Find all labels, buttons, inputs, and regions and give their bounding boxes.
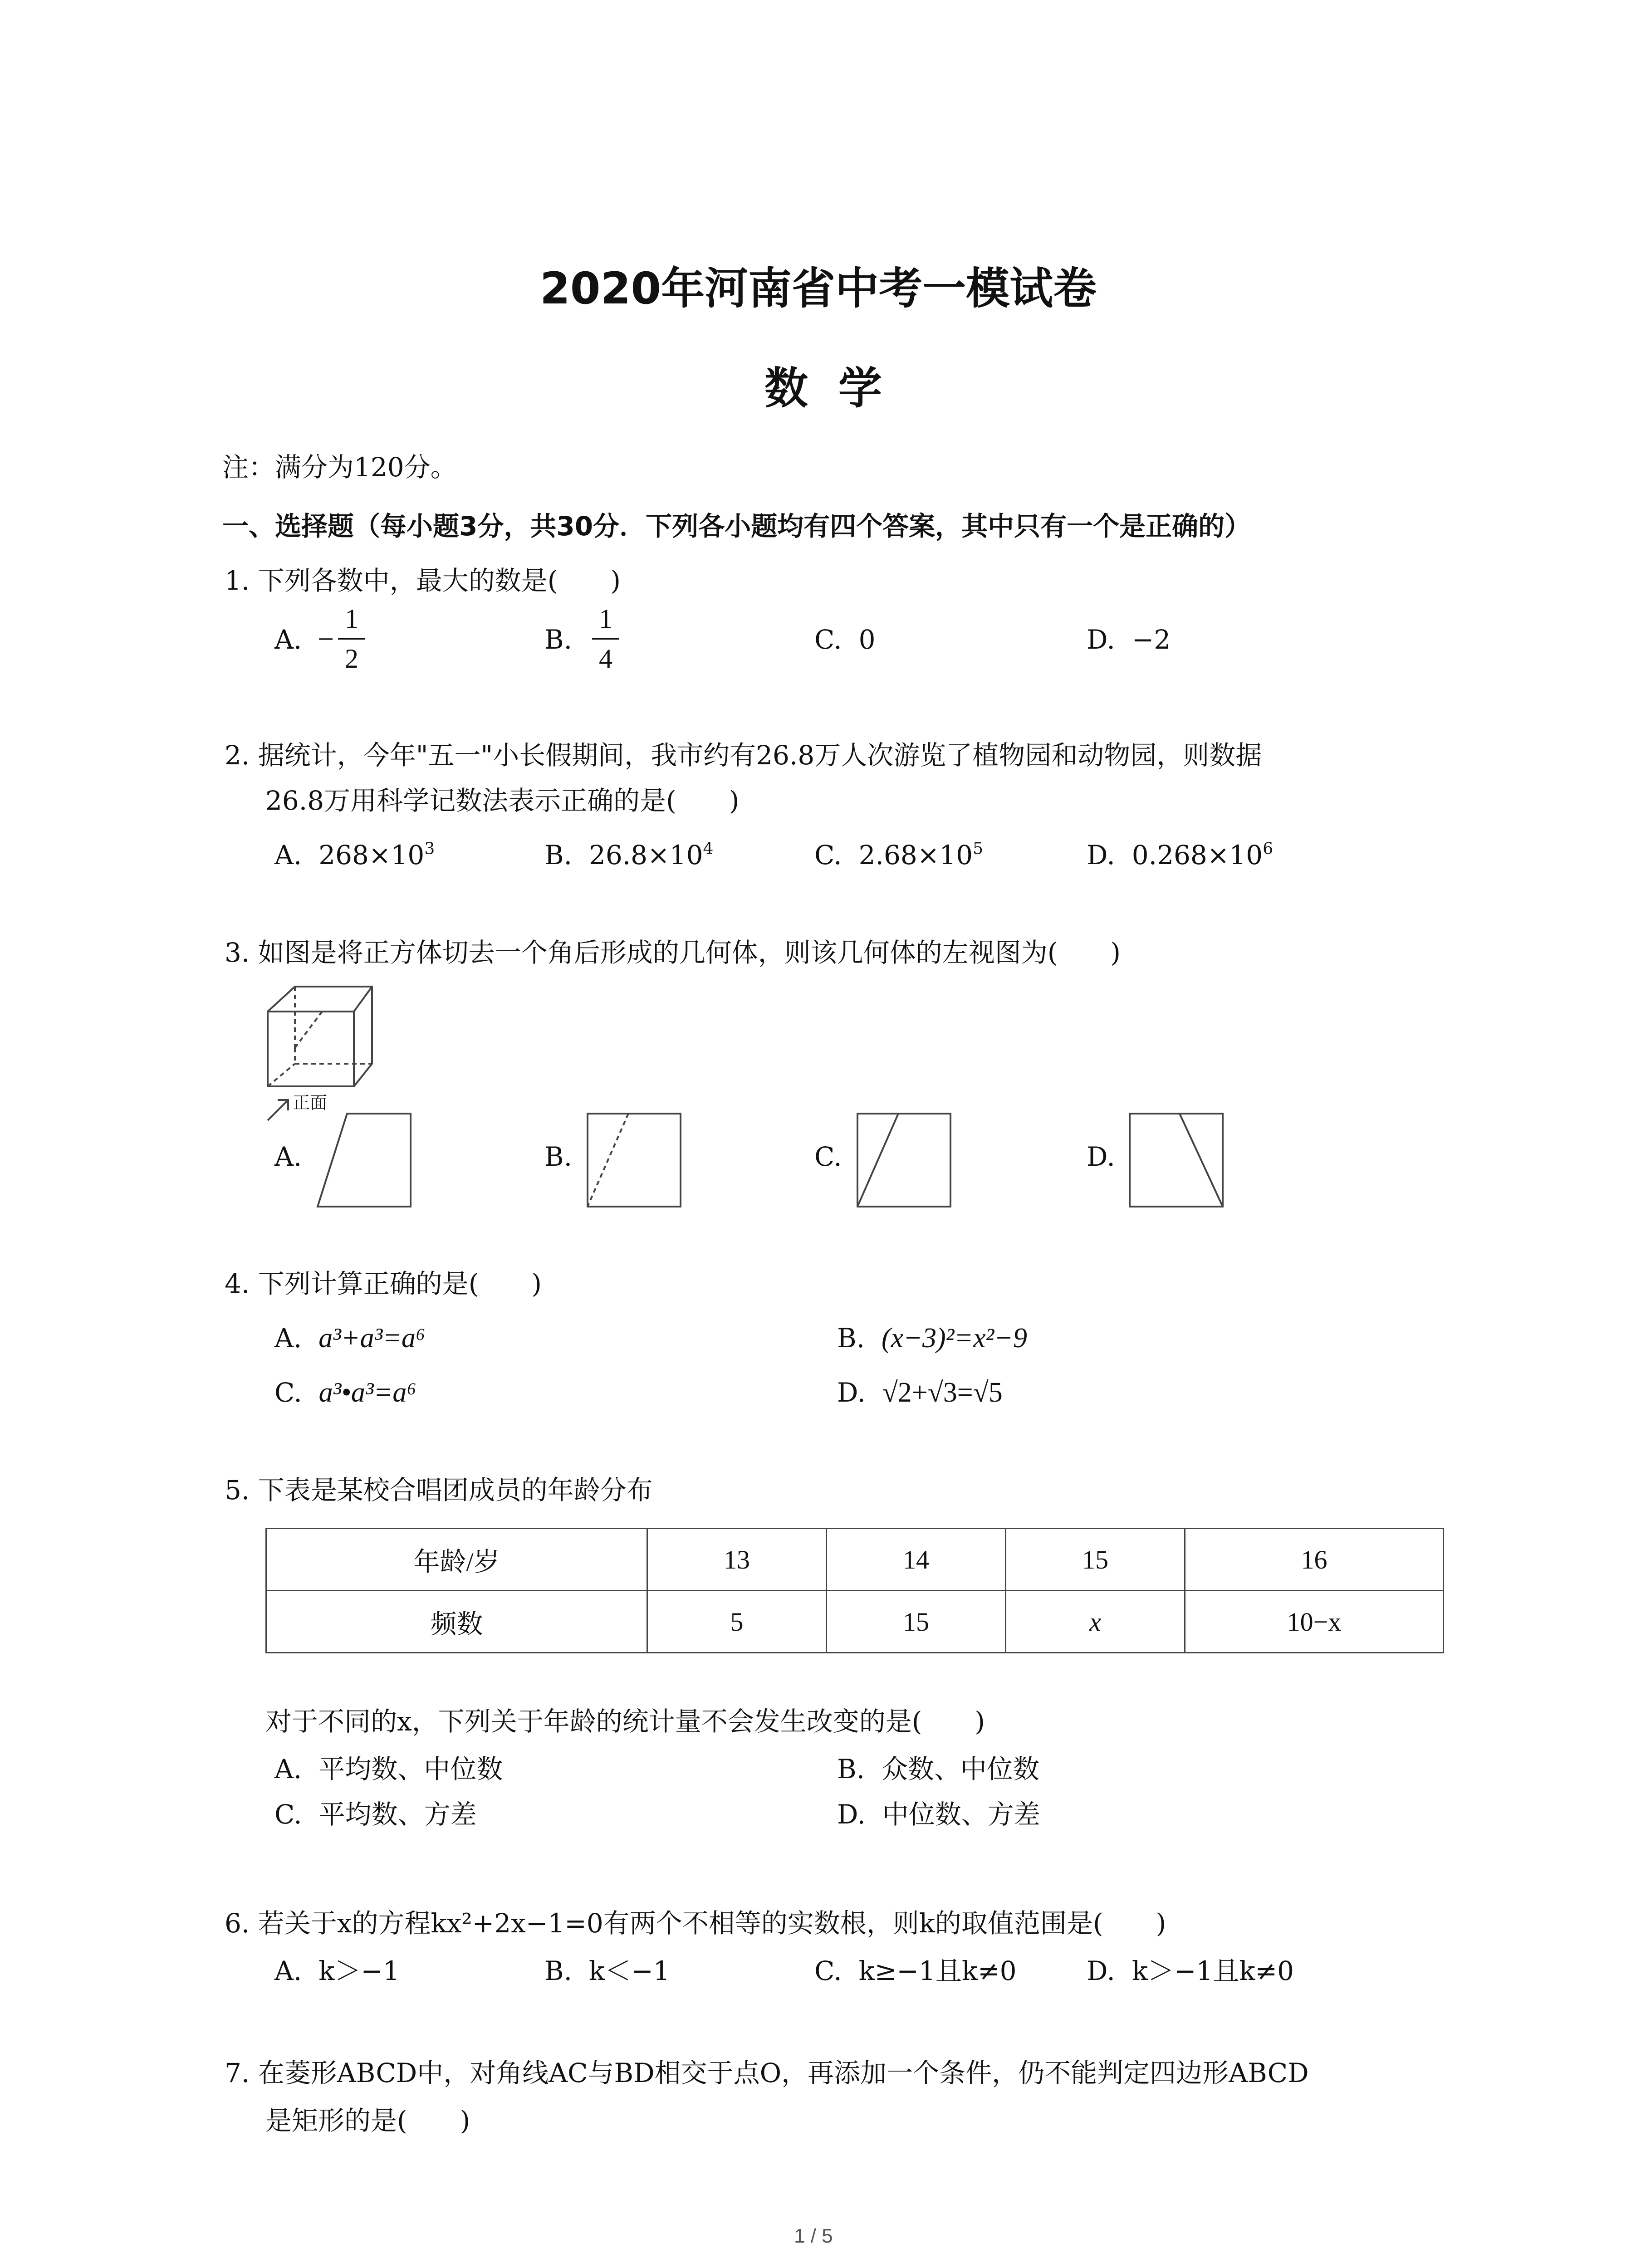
q1-b-denominator: 4 xyxy=(599,644,612,674)
q7-stem-line2: 是矩形的是( ) xyxy=(265,2105,470,2136)
table-cell: 13 xyxy=(647,1529,827,1591)
q6-option-c: C. k≥−1且k≠0 xyxy=(814,1955,1017,1986)
q5-stem: 5. 下表是某校合唱团成员的年龄分布 xyxy=(225,1475,653,1505)
trapezoid-shape xyxy=(318,1114,411,1207)
q4-c-label: C. xyxy=(274,1377,302,1408)
q5-option-b: B. 众数、中位数 xyxy=(837,1754,1039,1784)
table-cell: x xyxy=(1006,1591,1185,1653)
q6-stem: 6. 若关于x的方程kx²+2x−1=0有两个不相等的实数根，则k的取值范围是( ) xyxy=(225,1908,1166,1939)
q4-a-expr: a³+a³=a⁶ xyxy=(318,1323,426,1354)
q6-option-d: D. k＞−1且k≠0 xyxy=(1087,1955,1294,1986)
fraction-bar xyxy=(338,638,365,640)
q4-d-expr: √2+√3=√5 xyxy=(882,1377,1003,1408)
q1-option-c: C. 0 xyxy=(814,624,876,655)
q2-c-base: 2.68×10 xyxy=(858,840,973,870)
cube-top-edge xyxy=(354,987,372,1012)
cube-hidden-edge xyxy=(268,1064,295,1086)
dashed-diagonal xyxy=(588,1114,628,1207)
q2-option-a xyxy=(274,839,435,871)
q7-stem-line1: 7. 在菱形ABCD中，对角线AC与BD相交于点O，再添加一个条件，仍不能判定四边形ABCD xyxy=(225,2058,1309,2088)
q2-stem-line1: 2. 据统计，今年"五一"小长假期间，我市约有26.8万人次游览了植物园和动物园，则数据 xyxy=(225,740,1262,771)
q3-option-a-figure xyxy=(315,1111,413,1209)
table-cell: 16 xyxy=(1185,1529,1444,1591)
q4-b-expr: (x−3)²=x²−9 xyxy=(881,1323,1027,1354)
q1-a-denominator: 2 xyxy=(345,644,358,674)
q1-option-b-label: B. xyxy=(544,624,573,655)
q2-option-c xyxy=(814,839,983,871)
section-heading: 一、选择题（每小题3分，共30分．下列各小题均有四个答案，其中只有一个是正确的） xyxy=(222,511,1251,542)
table-row xyxy=(266,1591,1444,1653)
q1-a-numerator: 1 xyxy=(345,604,358,634)
exam-title: 2020年河南省中考一模试卷 xyxy=(540,263,1097,314)
solid-diagonal xyxy=(857,1114,898,1207)
q4-d-label: D. xyxy=(837,1377,866,1408)
q2-b-base: 26.8×10 xyxy=(588,840,703,870)
score-note: 注：满分为120分。 xyxy=(222,452,457,483)
table-cell: 15 xyxy=(1006,1529,1185,1591)
table-cell: 15 xyxy=(827,1591,1006,1653)
q5-stem2: 对于不同的x，下列关于年龄的统计量不会发生改变的是( ) xyxy=(265,1706,985,1737)
square-shape xyxy=(1130,1114,1223,1207)
age-distribution-table xyxy=(265,1528,1444,1653)
q4-a-label: A. xyxy=(274,1323,302,1354)
q2-stem-line2: 26.8万用科学记数法表示正确的是( ) xyxy=(265,785,740,816)
q2-a-exp: 3 xyxy=(424,839,435,858)
q3-stem: 3. 如图是将正方体切去一个角后形成的几何体，则该几何体的左视图为( ) xyxy=(225,937,1121,968)
q2-option-d xyxy=(1087,839,1273,871)
q2-c-exp: 5 xyxy=(973,839,984,858)
q2-c-label: C. xyxy=(814,840,842,870)
cube-cut-edge xyxy=(295,1012,322,1048)
q5-option-a: A. 平均数、中位数 xyxy=(274,1754,503,1784)
q5-option-c: C. 平均数、方差 xyxy=(274,1799,477,1830)
q1-option-a-label: A. xyxy=(274,624,302,655)
q2-b-label: B. xyxy=(544,840,573,870)
table-row xyxy=(266,1529,1444,1591)
q4-c-expr: a³•a³=a⁶ xyxy=(318,1377,416,1408)
q4-b-label: B. xyxy=(837,1323,865,1354)
q6-option-b: B. k＜−1 xyxy=(544,1955,670,1986)
q3-option-a-label: A. xyxy=(274,1141,302,1172)
q2-d-base: 0.268×10 xyxy=(1132,840,1263,870)
q4-option-b xyxy=(837,1322,1027,1354)
front-arrow-icon xyxy=(268,1100,288,1120)
q2-d-label: D. xyxy=(1087,840,1115,870)
q3-option-b-figure xyxy=(585,1111,683,1209)
q2-a-base: 268×10 xyxy=(318,840,425,870)
table-header-cell: 年龄/岁 xyxy=(266,1529,647,1591)
q2-a-label: A. xyxy=(274,840,302,870)
table-header-cell: 频数 xyxy=(266,1591,647,1653)
q2-b-exp: 4 xyxy=(703,839,714,858)
q1-option-a-fraction xyxy=(338,603,365,676)
square-shape xyxy=(857,1114,950,1207)
fraction-bar xyxy=(592,638,619,640)
square-shape xyxy=(588,1114,681,1207)
front-label: 正面 xyxy=(293,1093,328,1113)
q2-option-b xyxy=(544,839,713,871)
q4-option-c xyxy=(274,1377,416,1408)
q3-option-c-label: C. xyxy=(814,1141,842,1172)
cube-top-right-edges xyxy=(268,987,372,1086)
q6-option-a: A. k＞−1 xyxy=(274,1955,400,1986)
q5-option-d: D. 中位数、方差 xyxy=(837,1799,1040,1830)
q1-stem: 1. 下列各数中，最大的数是( ) xyxy=(225,565,621,596)
q1-option-d: D. −2 xyxy=(1087,624,1171,655)
table-cell: 14 xyxy=(827,1529,1006,1591)
subject-title: 数 学 xyxy=(764,363,882,414)
table-cell: 10−x xyxy=(1185,1591,1444,1653)
q4-stem: 4. 下列计算正确的是( ) xyxy=(225,1268,542,1299)
page-number: 1 / 5 xyxy=(794,2225,833,2247)
solid-diagonal xyxy=(1180,1114,1223,1207)
q4-option-d xyxy=(837,1377,1003,1408)
q1-b-numerator: 1 xyxy=(599,604,612,634)
q3-option-d-figure xyxy=(1127,1111,1225,1209)
q3-option-d-label: D. xyxy=(1087,1141,1115,1172)
table-cell: 5 xyxy=(647,1591,827,1653)
q3-option-c-figure xyxy=(855,1111,953,1209)
q2-d-exp: 6 xyxy=(1263,839,1274,858)
q1-option-b-fraction xyxy=(592,603,619,676)
cube-figure xyxy=(254,975,404,1125)
q4-option-a xyxy=(274,1322,426,1354)
q3-option-b-label: B. xyxy=(544,1141,573,1172)
q1-option-a-sign: − xyxy=(318,623,334,655)
